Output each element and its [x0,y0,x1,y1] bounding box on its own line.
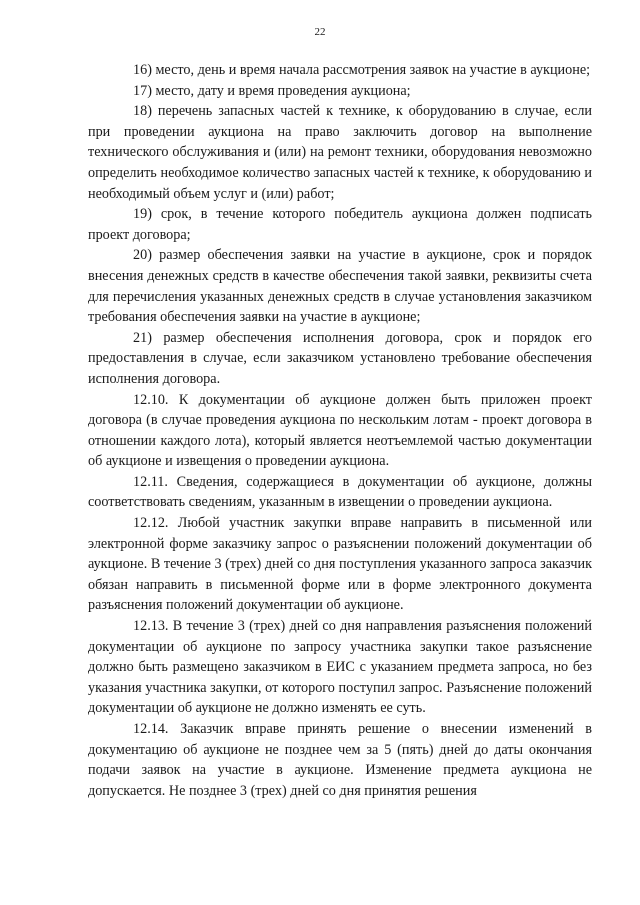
paragraph-item-17: 17) место, дату и время проведения аукциона; [133,82,411,99]
paragraph-12-12: 12.12. Любой участник закупки вправе направить в письменной или электронной форме заказчику запрос о разъяснении положений документации об аукционе. В течение 3 (трех) дней со дня поступления указанного запроса заказчик обязан направить в письменной форме или в форме электронного документа разъяснения положений документации об аукционе. [88,515,592,614]
paragraph-12-10: 12.10. К документации об аукционе должен быть приложен проект договора (в случае проведения аукциона по нескольким лотам - проект договора в отношении каждого лота), который является неотъемлемой частью документации об аукционе и извещения о проведении аукциона. [88,391,592,470]
paragraph-12-11: 12.11. Сведения, содержащиеся в документации об аукционе, должны соответствовать сведениям, указанным в извещении о проведении аукциона. [88,473,592,511]
paragraph-item-21: 21) размер обеспечения исполнения договора, срок и порядок его предоставления в случае, если заказчиком установлено требование обеспечения исполнения договора. [88,329,592,387]
paragraph-12-13: 12.13. В течение 3 (трех) дней со дня направления разъяснения положений документации об аукционе по запросу участника закупки такое разъяснение должно быть размещено заказчиком в ЕИС с указанием предмета запроса, но без указания участника закупки, от которого поступил запрос. Разъяснение положений документации об аукционе не должно изменять ее суть. [88,618,592,717]
document-body [88,60,592,801]
paragraph-item-16: 16) место, день и время начала рассмотрения заявок на участие в аукционе; [133,62,591,78]
page-number: 22 [314,26,326,38]
paragraph-12-14: 12.14. Заказчик вправе принять решение о внесении изменений в документацию об аукционе не позднее чем за 5 (пять) дней до даты окончания подачи заявок на участие в аукционе. Изменение предмета аукциона не допускается. Не позднее 3 (трех) дней со дня принятия решения [88,721,592,799]
paragraph-item-19: 19) срок, в течение которого победитель аукциона должен подписать проект договора; [88,206,592,243]
paragraph-item-20: 20) размер обеспечения заявки на участие в аукционе, срок и порядок внесения денежных средств в качестве обеспечения такой заявки, реквизиты счета для перечисления указанных денежных средств в случае установления заказчиком требования обеспечения заявки на участие в аукционе; [88,247,592,326]
paragraph-item-18: 18) перечень запасных частей к технике, к оборудованию в случае, если при проведении аукциона на право заключить договор на выполнение технического обслуживания и (или) на ремонт техники, оборудования невозможно определить необходимое количество запасных частей к технике, к оборудованию и необходимый объем услуг и (или) работ; [88,103,592,202]
